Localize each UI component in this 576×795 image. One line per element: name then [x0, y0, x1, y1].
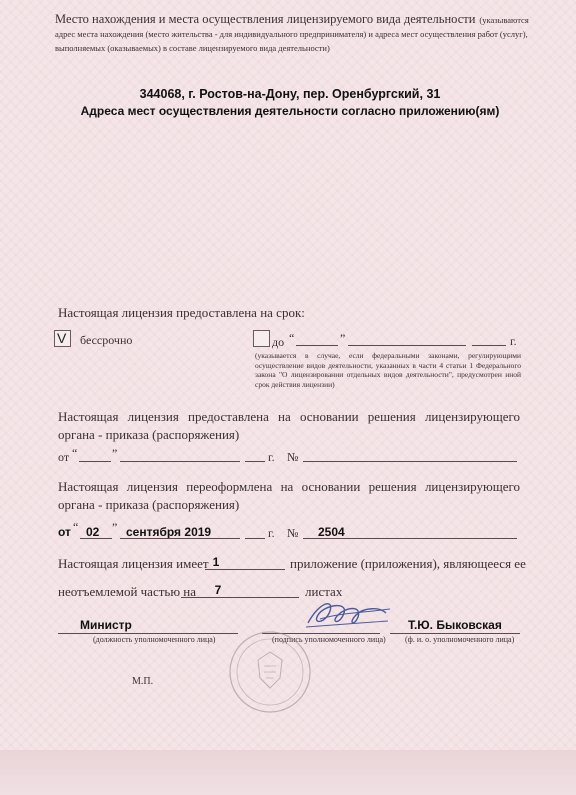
appendix-count-line	[205, 569, 285, 570]
check-mark: V	[57, 330, 67, 346]
signature-image	[300, 595, 395, 635]
position-line	[58, 633, 238, 634]
signer-caption: (ф. и. о. уполномоченного лица)	[405, 635, 515, 644]
until-year-suffix: г.	[510, 334, 517, 348]
appendix-sheets: 7	[214, 583, 222, 597]
position-title: Министр	[80, 618, 132, 632]
stamp-place: М.П.	[132, 676, 154, 687]
reissue-year-suffix: г.	[268, 526, 275, 540]
until-day-line	[296, 345, 338, 346]
term-label: Настоящая лицензия предоставлена на срок:	[58, 305, 305, 320]
basis-from: от	[58, 450, 70, 464]
basis-day-line	[79, 461, 111, 462]
until-quote-close: ”	[340, 331, 346, 345]
basis-month-line	[120, 461, 240, 462]
reissue-day-line	[80, 538, 112, 539]
until-label: до	[272, 335, 285, 349]
reissue-day: 02	[86, 525, 100, 539]
reissue-from: от	[58, 525, 71, 539]
until-quote-open: “	[289, 331, 295, 345]
basis-number-line	[303, 461, 517, 462]
header-note: (указываются адрес места нахождения (место жительства - для индивидуального предпринимателя) и адреса мест осуществления работ (услуг), выполняемых (оказываемых) в составе лицензируемого вида деятельности)	[55, 15, 529, 53]
background-watermark	[160, 140, 460, 180]
basis-quote-close: ”	[112, 446, 118, 460]
official-seal	[228, 630, 312, 714]
appendix-text-3: неотъемлемой частью на	[58, 584, 197, 599]
basis-year-suffix: г.	[268, 450, 275, 464]
until-year-line	[472, 345, 506, 346]
reissue-month-line	[120, 538, 240, 539]
reissue-year-line	[245, 538, 265, 539]
basis-year-line	[245, 461, 265, 462]
signature-caption: (подпись уполномоченного лица)	[272, 635, 386, 644]
appendix-text-2: приложение (приложения), являющееся ее	[290, 556, 526, 571]
signer-line	[390, 633, 520, 634]
indefinite-label: бессрочно	[80, 333, 133, 347]
header-title: Место нахождения и места осуществления лицензируемого вида деятельности	[55, 12, 476, 26]
bottom-band	[0, 750, 576, 795]
reissue-number-label: №	[287, 526, 299, 540]
position-caption: (должность уполномоченного лица)	[93, 635, 216, 644]
reissue-text: Настоящая лицензия переоформлена на основании решения лицензирующего органа - приказа (распоряжения)	[58, 479, 520, 512]
reissue-month-year: сентября 2019	[126, 525, 212, 539]
basis-text: Настоящая лицензия предоставлена на основании решения лицензирующего органа - приказа (распоряжения)	[58, 409, 520, 442]
reissue-quote-open: “	[73, 520, 79, 534]
basis-number-label: №	[287, 450, 299, 464]
basis-quote-open: “	[72, 446, 78, 460]
appendix-count: 1	[212, 555, 220, 569]
reissue-number-line	[303, 538, 517, 539]
seal-icon	[228, 630, 312, 714]
appendix-sheets-line	[181, 597, 299, 598]
appendix-text-4: листах	[305, 584, 343, 599]
reissue-number: 2504	[318, 525, 345, 539]
appendix-text-1: Настоящая лицензия имеет	[58, 556, 209, 571]
until-month-line	[348, 345, 466, 346]
reissue-quote-close: ”	[112, 520, 118, 534]
address-line2: Адреса мест осуществления деятельности согласно приложению(ям)	[80, 104, 500, 118]
header-block	[55, 12, 530, 54]
until-checkbox[interactable]	[253, 330, 270, 347]
address-line1: 344068, г. Ростов-на-Дону, пер. Оренбургский, 31	[139, 87, 441, 101]
signer-name: Т.Ю. Быковская	[408, 618, 502, 632]
signature-icon	[300, 595, 395, 635]
term-note: (указывается в случае, если федеральными законами, регулирующими осуществление видов деятельности, указанных в части 4 статьи 1 Федерального закона "О лицензировании отдельных видов деятельности", предусмотрен иной срок действия лицензии)	[255, 351, 521, 389]
